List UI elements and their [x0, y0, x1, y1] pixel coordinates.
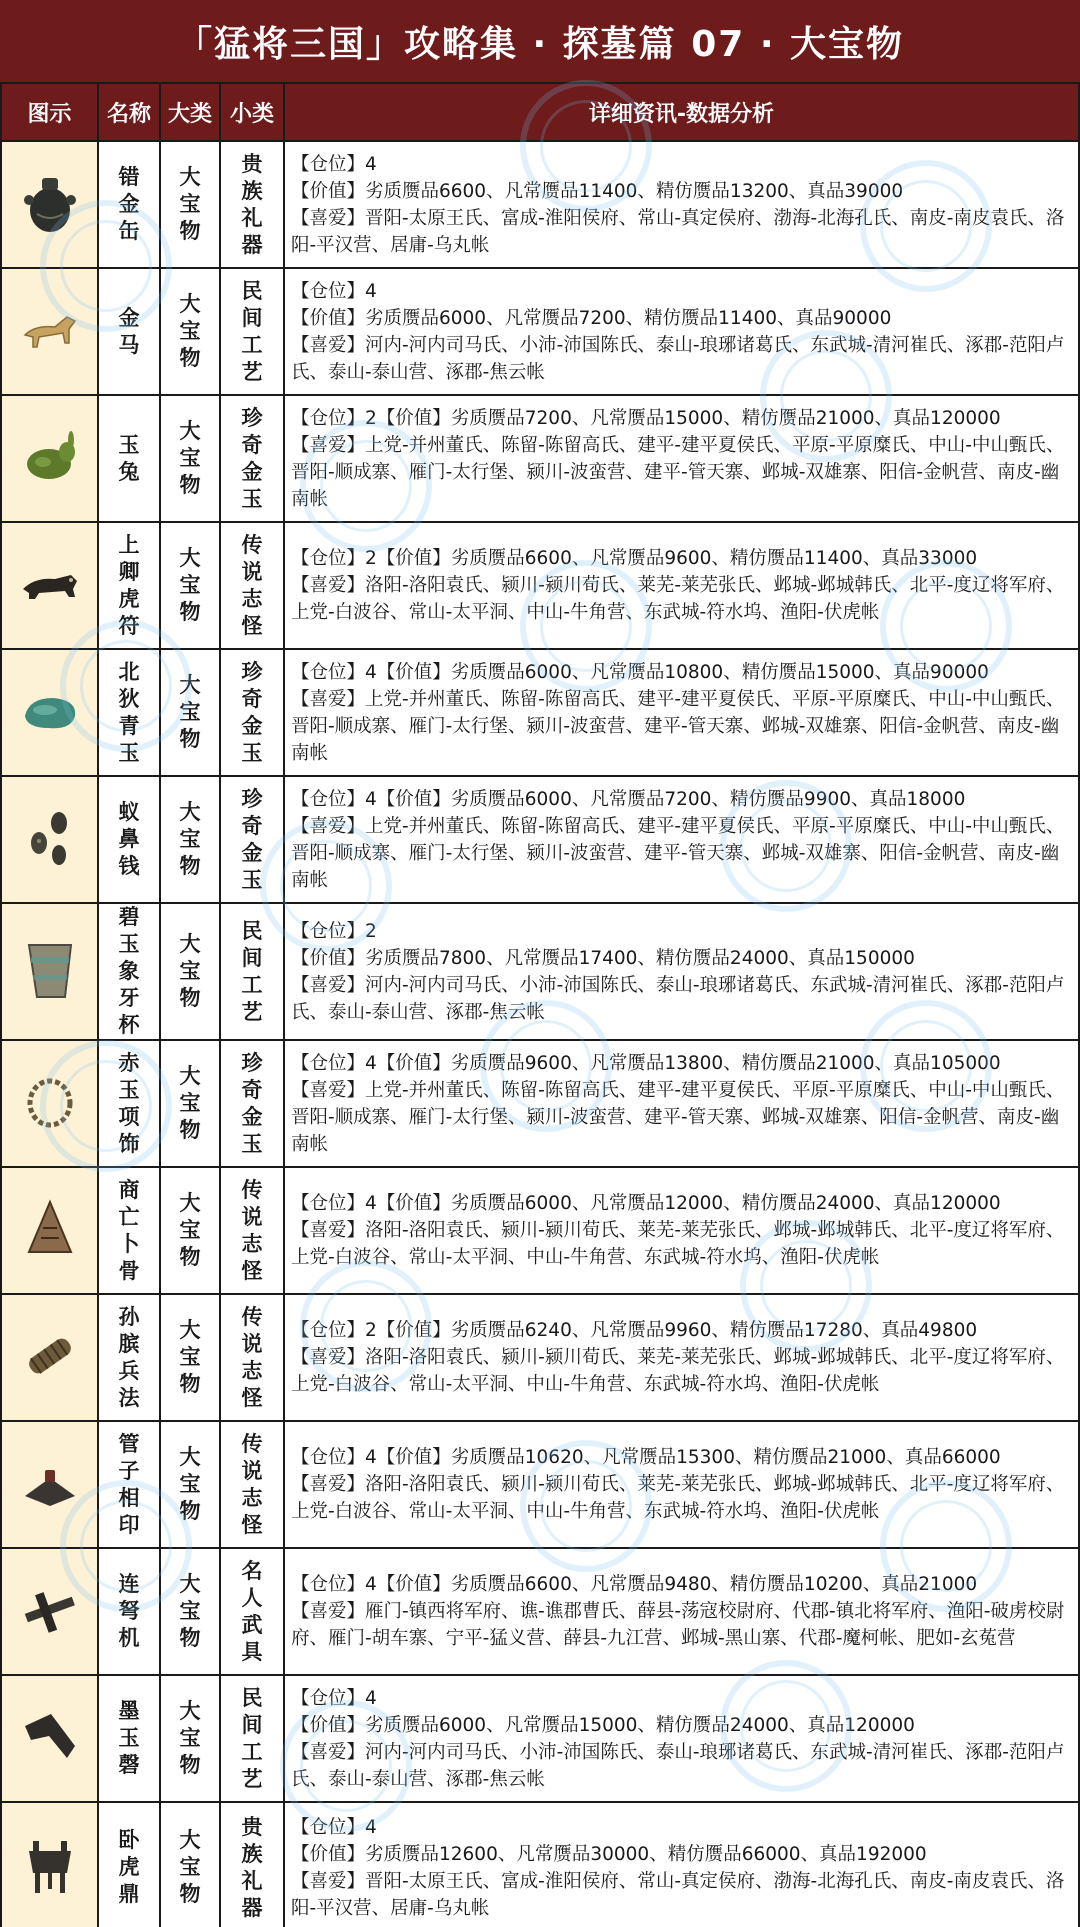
item-category: 大宝物	[179, 1572, 201, 1650]
detail-line: 【价值】劣质赝品6600、凡常赝品11400、精仿赝品13200、真品39000	[291, 180, 904, 202]
item-name-cell	[98, 141, 160, 268]
item-subcategory-cell	[220, 776, 284, 903]
detail-line: 【喜爱】洛阳-洛阳袁氏、颍川-颍川荀氏、莱芜-莱芜张氏、邺城-邺城韩氏、北平-度辽将军府、上党-白波谷、常山-太平洞、中山-牛角营、东武城-符水坞、渔阳-伏虎帐	[291, 575, 1065, 623]
item-name: 碧玉象牙杯	[118, 905, 140, 1037]
item-name: 连弩机	[118, 1572, 140, 1650]
detail-line: 【喜爱】洛阳-洛阳袁氏、颍川-颍川荀氏、莱芜-莱芜张氏、邺城-邺城韩氏、北平-度辽将军府、上党-白波谷、常山-太平洞、中山-牛角营、东武城-符水坞、渔阳-伏虎帐	[291, 1474, 1065, 1522]
table-row	[1, 522, 1079, 649]
green-jade-icon	[15, 676, 85, 746]
detail-line: 【喜爱】上党-并州董氏、陈留-陈留高氏、建平-建平夏侯氏、平原-平原糜氏、中山-中山甄氏、晋阳-顺成寨、雁门-太行堡、颍川-波蛮营、建平-管天寨、邺城-双雄寨、阳信-金帆营、南皮-幽南帐	[291, 434, 1065, 510]
detail-line: 【仓位】2【价值】劣质赝品6600、凡常赝品9600、精仿赝品11400、真品33000	[291, 548, 978, 569]
item-category-cell	[160, 1294, 220, 1421]
table-row	[1, 1675, 1079, 1802]
detail-line: 【喜爱】晋阳-太原王氏、富成-淮阳侯府、常山-真定侯府、渤海-北海孔氏、南皮-南皮袁氏、洛阳-平汉营、居庸-乌丸帐	[291, 1870, 1065, 1919]
item-detail-cell	[284, 395, 1079, 522]
crossbow-icon	[15, 1575, 85, 1645]
tiger-tally-icon	[15, 549, 85, 619]
item-image-cell	[1, 1294, 98, 1421]
oracle-bone-icon	[15, 1194, 85, 1264]
detail-line: 【价值】劣质赝品6000、凡常赝品7200、精仿赝品11400、真品90000	[291, 307, 892, 329]
table-header-row	[1, 83, 1079, 141]
item-detail-cell	[284, 1040, 1079, 1167]
item-image-cell	[1, 1167, 98, 1294]
item-category: 大宝物	[179, 800, 201, 878]
item-category: 大宝物	[179, 292, 201, 370]
table-row	[1, 903, 1079, 1040]
detail-line: 【仓位】4	[291, 1687, 377, 1709]
item-detail-cell	[284, 1294, 1079, 1421]
item-subcategory: 传说志怪	[241, 532, 263, 638]
item-subcategory-cell	[220, 1548, 284, 1675]
item-subcategory-cell	[220, 395, 284, 522]
red-jade-necklace-icon	[15, 1067, 85, 1137]
detail-line: 【喜爱】上党-并州董氏、陈留-陈留高氏、建平-建平夏侯氏、平原-平原糜氏、中山-中山甄氏、晋阳-顺成寨、雁门-太行堡、颍川-波蛮营、建平-管天寨、邺城-双雄寨、阳信-金帆营、南皮-幽南帐	[291, 688, 1065, 764]
item-detail-cell	[284, 1548, 1079, 1675]
item-name: 金马	[118, 305, 140, 357]
item-category: 大宝物	[179, 165, 201, 243]
item-name: 上卿虎符	[118, 532, 140, 638]
page-title: 「猛将三国」攻略集 · 探墓篇 07 · 大宝物	[0, 0, 1080, 82]
item-image-cell	[1, 1040, 98, 1167]
item-category-cell	[160, 395, 220, 522]
item-name-cell	[98, 1421, 160, 1548]
item-name: 孙膑兵法	[118, 1304, 140, 1410]
detail-line: 【仓位】4【价值】劣质赝品6600、凡常赝品9480、精仿赝品10200、真品21000	[291, 1574, 978, 1595]
item-subcategory-cell	[220, 903, 284, 1040]
table-row	[1, 776, 1079, 903]
item-category: 大宝物	[179, 673, 201, 751]
detail-line: 【仓位】4【价值】劣质赝品6000、凡常赝品10800、精仿赝品15000、真品90000	[291, 661, 989, 683]
item-image-cell	[1, 1421, 98, 1548]
detail-line: 【喜爱】上党-并州董氏、陈留-陈留高氏、建平-建平夏侯氏、平原-平原糜氏、中山-中山甄氏、晋阳-顺成寨、雁门-太行堡、颍川-波蛮营、建平-管天寨、邺城-双雄寨、阳信-金帆营、南皮-幽南帐	[291, 815, 1065, 891]
bronze-jar-icon	[15, 168, 85, 238]
detail-line: 【仓位】4【价值】劣质赝品6000、凡常赝品12000、精仿赝品24000、真品120000	[291, 1193, 1001, 1214]
detail-line: 【仓位】2【价值】劣质赝品7200、凡常赝品15000、精仿赝品21000、真品120000	[291, 407, 1001, 429]
item-subcategory-cell	[220, 649, 284, 776]
bamboo-scroll-icon	[15, 1321, 85, 1391]
item-category-cell	[160, 522, 220, 649]
item-category-cell	[160, 1421, 220, 1548]
item-name: 北狄青玉	[118, 659, 140, 765]
detail-line: 【喜爱】洛阳-洛阳袁氏、颍川-颍川荀氏、莱芜-莱芜张氏、邺城-邺城韩氏、北平-度辽将军府、上党-白波谷、常山-太平洞、中山-牛角营、东武城-符水坞、渔阳-伏虎帐	[291, 1347, 1065, 1395]
detail-line: 【价值】劣质赝品7800、凡常赝品17400、精仿赝品24000、真品150000	[291, 947, 915, 969]
item-name-cell	[98, 1802, 160, 1927]
item-image-cell	[1, 268, 98, 395]
item-detail-cell	[284, 776, 1079, 903]
item-category: 大宝物	[179, 546, 201, 624]
detail-line: 【喜爱】雁门-镇西将军府、谯-谯郡曹氏、薛县-荡寇校尉府、代郡-镇北将军府、渔阳-破虏校尉府、雁门-胡车寨、宁平-猛义营、薛县-九江营、邺城-黑山寨、代郡-魔柯帐、肥如-玄菟营	[291, 1601, 1065, 1649]
item-detail-cell	[284, 1421, 1079, 1548]
item-detail-cell	[284, 649, 1079, 776]
treasure-table	[0, 82, 1080, 1927]
item-subcategory-cell	[220, 141, 284, 268]
item-subcategory: 贵族礼器	[241, 151, 263, 257]
table-row	[1, 1802, 1079, 1927]
item-category: 大宝物	[179, 1191, 201, 1269]
detail-line: 【价值】劣质赝品6000、凡常赝品15000、精仿赝品24000、真品120000	[291, 1714, 915, 1736]
item-detail-cell	[284, 1167, 1079, 1294]
chime-stone-icon	[15, 1702, 85, 1772]
item-image-cell	[1, 141, 98, 268]
table-row	[1, 141, 1079, 268]
item-detail-cell	[284, 522, 1079, 649]
item-subcategory: 珍奇金玉	[241, 786, 263, 892]
item-detail-cell	[284, 141, 1079, 268]
item-detail-cell	[284, 268, 1079, 395]
header-icon: 图示	[1, 83, 98, 141]
item-category-cell	[160, 1675, 220, 1802]
item-detail-cell	[284, 1675, 1079, 1802]
item-name-cell	[98, 776, 160, 903]
tripod-cauldron-icon	[15, 1831, 85, 1901]
detail-line: 【喜爱】晋阳-太原王氏、富成-淮阳侯府、常山-真定侯府、渤海-北海孔氏、南皮-南皮袁氏、洛阳-平汉营、居庸-乌丸帐	[291, 207, 1065, 256]
item-image-cell	[1, 649, 98, 776]
item-name-cell	[98, 522, 160, 649]
table-row	[1, 1421, 1079, 1548]
item-category-cell	[160, 903, 220, 1040]
item-name: 卧虎鼎	[118, 1828, 140, 1906]
item-subcategory-cell	[220, 268, 284, 395]
item-name: 蚁鼻钱	[118, 800, 140, 878]
item-name-cell	[98, 903, 160, 1040]
item-subcategory-cell	[220, 1421, 284, 1548]
item-subcategory: 珍奇金玉	[241, 405, 263, 511]
header-subcategory: 小类	[220, 83, 284, 141]
item-image-cell	[1, 903, 98, 1040]
detail-line: 【仓位】4【价值】劣质赝品10620、凡常赝品15300、精仿赝品21000、真品66000	[291, 1447, 1001, 1468]
item-subcategory: 珍奇金玉	[241, 659, 263, 765]
detail-line: 【仓位】4【价值】劣质赝品6000、凡常赝品7200、精仿赝品9900、真品18000	[291, 788, 966, 810]
item-category-cell	[160, 776, 220, 903]
detail-line: 【仓位】4【价值】劣质赝品9600、凡常赝品13800、精仿赝品21000、真品105000	[291, 1052, 1001, 1074]
jade-rabbit-icon	[15, 422, 85, 492]
item-subcategory-cell	[220, 1040, 284, 1167]
item-category: 大宝物	[179, 1064, 201, 1142]
item-category: 大宝物	[179, 1445, 201, 1523]
item-name: 错金缶	[118, 165, 140, 243]
item-category: 大宝物	[179, 1828, 201, 1906]
item-name-cell	[98, 649, 160, 776]
item-name: 赤玉项饰	[118, 1050, 140, 1156]
item-name-cell	[98, 1548, 160, 1675]
item-image-cell	[1, 776, 98, 903]
detail-line: 【仓位】2	[291, 920, 377, 942]
item-category-cell	[160, 141, 220, 268]
item-subcategory-cell	[220, 522, 284, 649]
gold-horse-icon	[15, 295, 85, 365]
item-category: 大宝物	[179, 1318, 201, 1396]
item-subcategory-cell	[220, 1802, 284, 1927]
item-name-cell	[98, 1040, 160, 1167]
item-subcategory: 珍奇金玉	[241, 1050, 263, 1156]
seal-icon	[15, 1448, 85, 1518]
table-row	[1, 1040, 1079, 1167]
detail-line: 【价值】劣质赝品12600、凡常赝品30000、精仿赝品66000、真品192000	[291, 1843, 927, 1865]
item-subcategory-cell	[220, 1675, 284, 1802]
item-image-cell	[1, 395, 98, 522]
item-subcategory: 名人武具	[241, 1558, 263, 1664]
item-subcategory: 贵族礼器	[241, 1814, 263, 1920]
item-category: 大宝物	[179, 932, 201, 1010]
item-category: 大宝物	[179, 419, 201, 497]
table-row	[1, 1548, 1079, 1675]
item-name-cell	[98, 268, 160, 395]
item-subcategory: 民间工艺	[241, 918, 263, 1024]
item-detail-cell	[284, 1802, 1079, 1927]
item-subcategory: 传说志怪	[241, 1177, 263, 1283]
item-category-cell	[160, 1040, 220, 1167]
item-name-cell	[98, 395, 160, 522]
item-detail-cell	[284, 903, 1079, 1040]
item-category-cell	[160, 1167, 220, 1294]
item-category-cell	[160, 268, 220, 395]
item-subcategory: 传说志怪	[241, 1431, 263, 1537]
header-detail: 详细资讯-数据分析	[284, 83, 1079, 141]
item-name: 商亡卜骨	[118, 1177, 140, 1283]
item-name-cell	[98, 1167, 160, 1294]
table-row	[1, 268, 1079, 395]
detail-line: 【喜爱】河内-河内司马氏、小沛-沛国陈氏、泰山-琅琊诸葛氏、东武城-清河崔氏、涿郡-范阳卢氏、泰山-泰山营、涿郡-焦云帐	[291, 974, 1065, 1023]
detail-line: 【喜爱】上党-并州董氏、陈留-陈留高氏、建平-建平夏侯氏、平原-平原糜氏、中山-中山甄氏、晋阳-顺成寨、雁门-太行堡、颍川-波蛮营、建平-管天寨、邺城-双雄寨、阳信-金帆营、南皮-幽南帐	[291, 1079, 1065, 1155]
table-row	[1, 1167, 1079, 1294]
item-subcategory-cell	[220, 1167, 284, 1294]
header-name: 名称	[98, 83, 160, 141]
item-image-cell	[1, 522, 98, 649]
item-subcategory-cell	[220, 1294, 284, 1421]
table-row	[1, 395, 1079, 522]
item-category-cell	[160, 1548, 220, 1675]
item-image-cell	[1, 1548, 98, 1675]
ant-nose-coin-icon	[15, 803, 85, 873]
detail-line: 【仓位】4	[291, 1816, 377, 1838]
detail-line: 【喜爱】河内-河内司马氏、小沛-沛国陈氏、泰山-琅琊诸葛氏、东武城-清河崔氏、涿郡-范阳卢氏、泰山-泰山营、涿郡-焦云帐	[291, 334, 1065, 383]
item-category: 大宝物	[179, 1699, 201, 1777]
detail-line: 【仓位】2【价值】劣质赝品6240、凡常赝品9960、精仿赝品17280、真品49800	[291, 1320, 978, 1341]
item-image-cell	[1, 1802, 98, 1927]
table-row	[1, 649, 1079, 776]
detail-line: 【喜爱】河内-河内司马氏、小沛-沛国陈氏、泰山-琅琊诸葛氏、东武城-清河崔氏、涿郡-范阳卢氏、泰山-泰山营、涿郡-焦云帐	[291, 1741, 1065, 1790]
item-name: 墨玉磬	[118, 1699, 140, 1777]
table-row	[1, 1294, 1079, 1421]
item-name-cell	[98, 1294, 160, 1421]
item-subcategory: 传说志怪	[241, 1304, 263, 1410]
item-category-cell	[160, 649, 220, 776]
item-name: 玉兔	[118, 432, 140, 484]
item-category-cell	[160, 1802, 220, 1927]
item-name-cell	[98, 1675, 160, 1802]
detail-line: 【喜爱】洛阳-洛阳袁氏、颍川-颍川荀氏、莱芜-莱芜张氏、邺城-邺城韩氏、北平-度辽将军府、上党-白波谷、常山-太平洞、中山-牛角营、东武城-符水坞、渔阳-伏虎帐	[291, 1220, 1065, 1268]
item-subcategory: 民间工艺	[241, 278, 263, 384]
ivory-cup-icon	[15, 935, 85, 1005]
detail-line: 【仓位】4	[291, 280, 377, 302]
item-subcategory: 民间工艺	[241, 1685, 263, 1791]
header-category: 大类	[160, 83, 220, 141]
item-name: 管子相印	[118, 1431, 140, 1537]
item-image-cell	[1, 1675, 98, 1802]
detail-line: 【仓位】4	[291, 153, 377, 175]
